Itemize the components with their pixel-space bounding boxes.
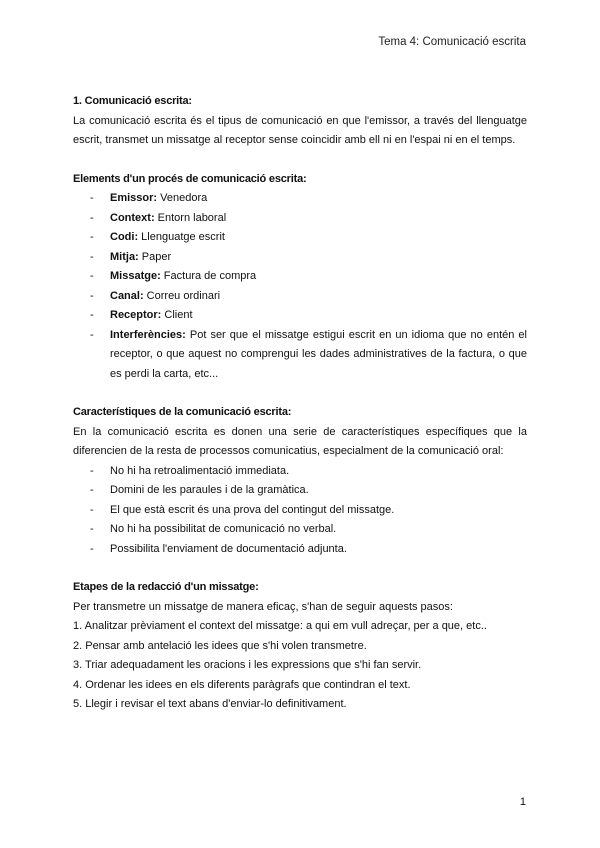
term: Context: [110, 211, 155, 224]
bullet-dash: - [90, 211, 94, 224]
document-body [73, 92, 527, 715]
section-heading: Elements d'un procés de comunicació escrita: [73, 172, 307, 185]
paragraph: Per transmetre un missatge de manera eficaç, s'han de seguir aquests pasos: [73, 600, 453, 613]
paragraph: En la comunicació escrita es donen una serie de característiques específiques que la diferencien de la resta de processos comunicatius, especialment de la comunicació oral: [73, 425, 527, 457]
numbered-item: 3. Triar adequadament les oracions i les expressions que s'hi fan servir. [73, 659, 422, 671]
term: Codi: [110, 231, 139, 243]
list-item [73, 228, 527, 248]
list-item [73, 248, 527, 268]
list-item [73, 540, 527, 560]
list-item-text: No hi ha retroalimentació immediata. [110, 464, 290, 477]
list-item [73, 287, 527, 307]
section-characteristics [73, 403, 527, 559]
list-item [73, 481, 527, 501]
term: Interferències: [110, 328, 186, 341]
term: Emissor: [110, 192, 158, 204]
list-item [73, 326, 527, 385]
term-description: Correu ordinari [143, 289, 221, 302]
term: Missatge: [110, 270, 161, 282]
section-elements [73, 170, 527, 385]
characteristics-list [73, 462, 527, 560]
list-item [73, 501, 527, 521]
bullet-dash: - [90, 231, 94, 243]
term-description: Venedora [157, 192, 208, 204]
numbered-item: 2. Pensar amb antelació les idees que s'hi volen transmetre. [73, 639, 367, 652]
bullet-dash: - [90, 542, 94, 555]
bullet-dash: - [90, 523, 94, 535]
bullet-dash: - [90, 328, 94, 341]
bullet-dash: - [90, 289, 94, 302]
list-item-text: Possibilita l'enviament de documentació adjunta. [110, 542, 347, 555]
list-item [73, 189, 527, 209]
numbered-item: 1. Analitzar prèviament el context del missatge: a qui em vull adreçar, per a que, etc.. [73, 620, 487, 632]
bullet-dash: - [90, 192, 94, 204]
bullet-dash: - [90, 309, 94, 321]
section-heading: 1. Comunicació escrita: [73, 95, 192, 107]
term-description: Entorn laboral [154, 211, 227, 224]
list-item [73, 462, 527, 482]
list-item [73, 306, 527, 326]
elements-list [73, 189, 527, 384]
term-description: Factura de compra [160, 270, 257, 282]
term: Canal: [110, 289, 144, 302]
section-heading: Característiques de la comunicació escrita: [73, 406, 292, 418]
list-item-text: El que està escrit és una prova del contingut del missatge. [110, 503, 395, 516]
list-item-text: No hi ha possibilitat de comunicació no verbal. [110, 523, 337, 535]
list-item [73, 520, 527, 540]
section-stages [73, 578, 527, 715]
bullet-dash: - [90, 270, 94, 282]
bullet-dash: - [90, 250, 94, 263]
term: Receptor: [110, 309, 162, 321]
section-heading: Etapes de la redacció d'un missatge: [73, 581, 259, 593]
page-header-title: Tema 4: Comunicació escrita [378, 36, 526, 48]
stages-list [73, 617, 527, 715]
term-description: Client [161, 309, 193, 321]
bullet-dash: - [90, 484, 94, 496]
list-item [73, 267, 527, 287]
bullet-dash: - [90, 503, 94, 516]
section-definition [73, 92, 527, 151]
list-item-text: Domini de les paraules i de la gramàtica. [110, 484, 309, 496]
bullet-dash: - [90, 464, 94, 477]
numbered-item: 4. Ordenar les idees en els diferents paràgrafs que contindran el text. [73, 678, 411, 691]
list-item [73, 209, 527, 229]
term-description: Llenguatge escrit [138, 231, 225, 243]
paragraph: La comunicació escrita és el tipus de comunicació en que l'emissor, a través del llenguatge escrit, transmet un missatge al receptor sense coincidir amb ell ni en l'espai ni en el temps. [73, 114, 527, 146]
page-number: 1 [519, 796, 526, 808]
term-description: Paper [138, 250, 172, 263]
term: Mitja: [110, 250, 139, 263]
term-description: Pot ser que el missatge estigui escrit en un idioma que no entén el receptor, o que aquest no comprengui les dades administratives de la factura, o que es perdi la carta, etc... [110, 328, 527, 380]
numbered-item: 5. Llegir i revisar el text abans d'enviar-lo definitivament. [73, 698, 347, 710]
